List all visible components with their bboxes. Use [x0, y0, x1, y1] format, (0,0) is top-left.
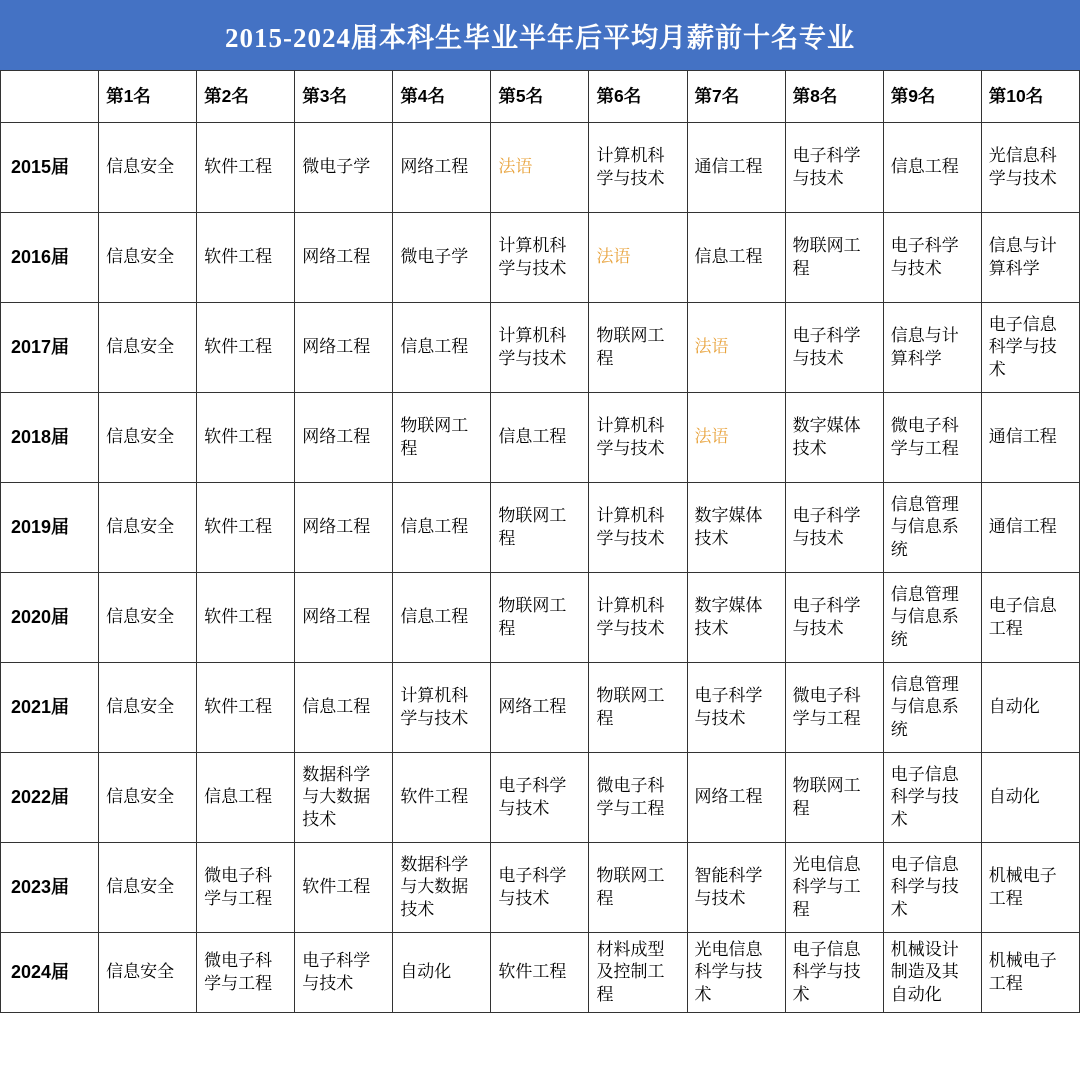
cell-major: 网络工程 [295, 573, 393, 663]
cell-major: 电子科学与技术 [883, 213, 981, 303]
cell-major: 数据科学与大数据技术 [295, 753, 393, 843]
column-header-rank-8: 第8名 [785, 71, 883, 123]
cell-major: 通信工程 [687, 123, 785, 213]
column-header-rank-3: 第3名 [295, 71, 393, 123]
row-year-label: 2021届 [1, 663, 99, 753]
cell-major: 自动化 [981, 753, 1079, 843]
cell-major: 网络工程 [393, 123, 491, 213]
table-header [1, 71, 1080, 123]
cell-major: 物联网工程 [589, 303, 687, 393]
cell-major: 信息工程 [393, 483, 491, 573]
table-row [1, 843, 1080, 933]
cell-major: 网络工程 [687, 753, 785, 843]
column-header-rank-10: 第10名 [981, 71, 1079, 123]
cell-major: 软件工程 [295, 843, 393, 933]
cell-major: 自动化 [393, 933, 491, 1013]
column-header-rank-9: 第9名 [883, 71, 981, 123]
cell-major: 微电子学 [393, 213, 491, 303]
table-row [1, 483, 1080, 573]
cell-major: 光电信息科学与技术 [687, 933, 785, 1013]
ranking-table [0, 70, 1080, 1013]
cell-major: 信息管理与信息系统 [883, 483, 981, 573]
cell-major: 法语 [589, 213, 687, 303]
cell-major: 电子科学与技术 [785, 573, 883, 663]
cell-major: 软件工程 [197, 573, 295, 663]
cell-major: 电子信息工程 [981, 573, 1079, 663]
cell-major: 软件工程 [393, 753, 491, 843]
cell-major: 信息安全 [99, 213, 197, 303]
row-year-label: 2016届 [1, 213, 99, 303]
cell-major: 网络工程 [295, 303, 393, 393]
cell-major: 物联网工程 [491, 573, 589, 663]
cell-major: 物联网工程 [589, 663, 687, 753]
cell-major: 电子信息科学与技术 [883, 753, 981, 843]
cell-major: 法语 [687, 303, 785, 393]
cell-major: 计算机科学与技术 [589, 393, 687, 483]
cell-major: 电子信息科学与技术 [883, 843, 981, 933]
cell-major: 计算机科学与技术 [589, 573, 687, 663]
cell-major: 机械设计制造及其自动化 [883, 933, 981, 1013]
cell-major: 信息安全 [99, 483, 197, 573]
cell-major: 信息与计算科学 [981, 213, 1079, 303]
cell-major: 信息安全 [99, 393, 197, 483]
row-year-label: 2019届 [1, 483, 99, 573]
cell-major: 电子科学与技术 [785, 483, 883, 573]
cell-major: 微电子科学与工程 [197, 843, 295, 933]
cell-major: 数字媒体技术 [785, 393, 883, 483]
table-row [1, 123, 1080, 213]
row-year-label: 2024届 [1, 933, 99, 1013]
cell-major: 电子科学与技术 [785, 123, 883, 213]
cell-major: 数据科学与大数据技术 [393, 843, 491, 933]
column-header-rank-1: 第1名 [99, 71, 197, 123]
cell-major: 信息安全 [99, 123, 197, 213]
cell-major: 电子科学与技术 [687, 663, 785, 753]
cell-major: 信息安全 [99, 573, 197, 663]
row-year-label: 2017届 [1, 303, 99, 393]
row-year-label: 2018届 [1, 393, 99, 483]
row-year-label: 2022届 [1, 753, 99, 843]
cell-major: 微电子科学与工程 [883, 393, 981, 483]
cell-major: 软件工程 [197, 303, 295, 393]
cell-major: 电子信息科学与技术 [981, 303, 1079, 393]
cell-major: 计算机科学与技术 [491, 303, 589, 393]
cell-major: 微电子科学与工程 [589, 753, 687, 843]
cell-major: 信息安全 [99, 753, 197, 843]
column-header-rank-7: 第7名 [687, 71, 785, 123]
cell-major: 通信工程 [981, 393, 1079, 483]
cell-major: 微电子学 [295, 123, 393, 213]
cell-major: 信息工程 [491, 393, 589, 483]
cell-major: 物联网工程 [785, 213, 883, 303]
cell-major: 物联网工程 [785, 753, 883, 843]
cell-major: 物联网工程 [491, 483, 589, 573]
table-row [1, 213, 1080, 303]
header-corner [1, 71, 99, 123]
cell-major: 机械电子工程 [981, 933, 1079, 1013]
cell-major: 光信息科学与技术 [981, 123, 1079, 213]
cell-major: 计算机科学与技术 [491, 213, 589, 303]
cell-major: 物联网工程 [589, 843, 687, 933]
table-row [1, 933, 1080, 1013]
cell-major: 计算机科学与技术 [393, 663, 491, 753]
cell-major: 电子信息科学与技术 [785, 933, 883, 1013]
table-row [1, 753, 1080, 843]
cell-major: 软件工程 [197, 483, 295, 573]
cell-major: 通信工程 [981, 483, 1079, 573]
cell-major: 信息与计算科学 [883, 303, 981, 393]
row-year-label: 2023届 [1, 843, 99, 933]
cell-major: 软件工程 [197, 663, 295, 753]
cell-major: 信息安全 [99, 933, 197, 1013]
column-header-rank-5: 第5名 [491, 71, 589, 123]
cell-major: 网络工程 [295, 213, 393, 303]
cell-major: 自动化 [981, 663, 1079, 753]
cell-major: 信息工程 [393, 303, 491, 393]
cell-major: 信息安全 [99, 843, 197, 933]
cell-major: 软件工程 [491, 933, 589, 1013]
cell-major: 信息工程 [687, 213, 785, 303]
table-row [1, 663, 1080, 753]
cell-major: 信息工程 [393, 573, 491, 663]
cell-major: 网络工程 [491, 663, 589, 753]
cell-major: 电子科学与技术 [491, 753, 589, 843]
table-row [1, 393, 1080, 483]
cell-major: 计算机科学与技术 [589, 123, 687, 213]
cell-major: 信息管理与信息系统 [883, 663, 981, 753]
cell-major: 信息工程 [883, 123, 981, 213]
cell-major: 智能科学与技术 [687, 843, 785, 933]
cell-major: 网络工程 [295, 483, 393, 573]
cell-major: 信息安全 [99, 663, 197, 753]
cell-major: 微电子科学与工程 [785, 663, 883, 753]
header-row [1, 71, 1080, 123]
table-body [1, 123, 1080, 1013]
cell-major: 计算机科学与技术 [589, 483, 687, 573]
column-header-rank-2: 第2名 [197, 71, 295, 123]
table-row [1, 573, 1080, 663]
page-title-bar [0, 0, 1080, 70]
cell-major: 法语 [687, 393, 785, 483]
cell-major: 信息管理与信息系统 [883, 573, 981, 663]
cell-major: 电子科学与技术 [295, 933, 393, 1013]
page-title: 2015-2024届本科生毕业半年后平均月薪前十名专业 [225, 22, 855, 53]
cell-major: 物联网工程 [393, 393, 491, 483]
cell-major: 软件工程 [197, 213, 295, 303]
cell-major: 数字媒体技术 [687, 573, 785, 663]
cell-major: 软件工程 [197, 393, 295, 483]
cell-major: 信息工程 [295, 663, 393, 753]
cell-major: 材料成型及控制工程 [589, 933, 687, 1013]
cell-major: 软件工程 [197, 123, 295, 213]
cell-major: 信息工程 [197, 753, 295, 843]
cell-major: 法语 [491, 123, 589, 213]
column-header-rank-4: 第4名 [393, 71, 491, 123]
column-header-rank-6: 第6名 [589, 71, 687, 123]
cell-major: 网络工程 [295, 393, 393, 483]
cell-major: 光电信息科学与工程 [785, 843, 883, 933]
cell-major: 电子科学与技术 [785, 303, 883, 393]
row-year-label: 2020届 [1, 573, 99, 663]
cell-major: 电子科学与技术 [491, 843, 589, 933]
row-year-label: 2015届 [1, 123, 99, 213]
cell-major: 数字媒体技术 [687, 483, 785, 573]
cell-major: 微电子科学与工程 [197, 933, 295, 1013]
cell-major: 信息安全 [99, 303, 197, 393]
cell-major: 机械电子工程 [981, 843, 1079, 933]
table-row [1, 303, 1080, 393]
